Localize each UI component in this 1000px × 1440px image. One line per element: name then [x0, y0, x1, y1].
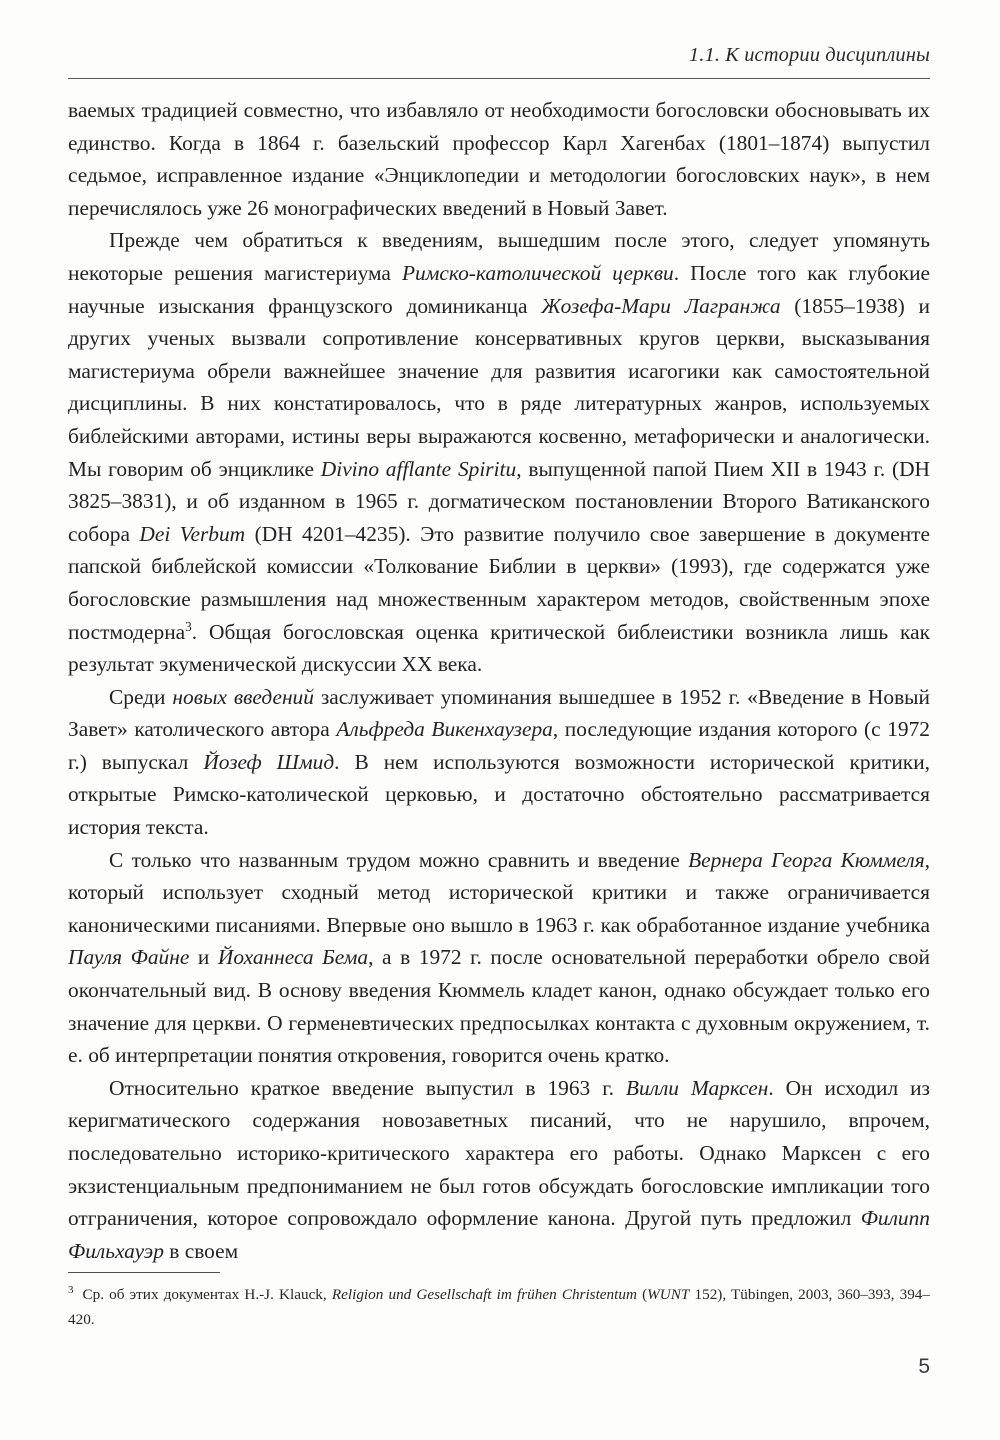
italic-run: Religion und Gesellschaft im frühen Christentum	[331, 1286, 637, 1303]
paragraph	[68, 681, 930, 844]
text-run: и	[189, 945, 218, 970]
footnote-text	[68, 1283, 930, 1328]
running-head: 1.1. К истории дисциплины	[688, 44, 930, 66]
paragraph	[68, 1072, 930, 1268]
text-run: 152), Tübingen, 2003, 360–393, 394–420.	[68, 1286, 930, 1328]
text-run: (	[636, 1286, 648, 1303]
text-run: . Он исходил из керигматического содержания новозаветных писаний, что не нарушило, впрочем, последовательно историко-критического характера его работы. Однако Марксен с его экзистенциальным предпониманием не был готов обсуждать богословские импликации того отграничения, которое сопровождало оформление канона. Другой путь предложил	[68, 1075, 930, 1231]
italic-run: новых введений	[172, 684, 314, 709]
text-run: Относительно краткое введение выпустил в 1963 г.	[109, 1075, 626, 1100]
text-run: . В нем используются возможности исторической критики, открытые Римско-католической церковью, и достаточно обстоятельно рассматривается история текста.	[68, 749, 930, 840]
italic-run: Филипп Фильхауэр	[68, 1206, 930, 1263]
italic-run: Альфреда Викенхаузера	[336, 717, 553, 742]
footnote-reference: 3	[185, 618, 192, 634]
text-run: , а в 1972 г. после основательной переработки обрело свой окончательный вид. В основу введения Кюммель кладет канон, однако обсуждает только его значение для церкви. О герменевтических предпосылках контакта с духовным окружением, т. е. об интерпретации понятия откровения, говорится очень кратко.	[68, 945, 930, 1068]
page-number: 5	[918, 1355, 930, 1378]
italic-run: WUNT	[647, 1286, 690, 1303]
footnote-marker: 3	[68, 1283, 74, 1296]
text-run: ваемых традицией совместно, что избавляло от необходимости богословски обосновывать их единство. Когда в 1864 г. базельский профессор Карл Хагенбах (1801–1874) выпустил седьмое, исправленное издание «Энциклопедии и методологии богословских наук», в нем перечислялось уже 26 монографических введений в Новый Завет.	[68, 98, 930, 220]
text-run: Ср. об этих документах H.-J. Klauck,	[82, 1286, 332, 1303]
italic-run: Йоханнеса Бема	[217, 945, 369, 970]
text-run: , выпущенной папой Пием XII в 1943 г. (DH 3825–3831), и об изданном в 1965 г. догматическом постановлении Второго Ватиканского собора	[68, 456, 930, 546]
text-run: в своем	[163, 1238, 239, 1263]
text-run: (1855–1938) и других ученых вызвали сопротивление консервативных кругов церкви, высказывания магистериума обрели важнейшее значение для развития исагогики как самостоятельной дисциплины. В них констатировалось, что в ряде литературных жанров, используемых библейскими авторами, истины веры выражаются косвенно, метафорически и аналогически. Мы говорим об энциклике	[68, 293, 930, 481]
italic-run: Divino afflante Spiritu	[320, 456, 517, 481]
italic-run: Римско-католической церкви	[401, 260, 674, 285]
paragraph	[68, 844, 930, 1072]
paragraph	[68, 224, 930, 680]
italic-run: Пауля Файне	[68, 945, 190, 970]
body-text-column	[68, 94, 930, 1267]
text-run: С только что названным трудом можно сравнить и введение	[109, 847, 689, 872]
footnote	[68, 1283, 930, 1332]
header-rule	[68, 78, 930, 79]
italic-run: Вилли Марксен	[625, 1075, 769, 1100]
italic-run: Dei Verbum	[139, 521, 246, 546]
italic-run: Жозефа-Мари Лагранжа	[541, 293, 781, 318]
text-run: заслуживает упоминания вышедшее в 1952 г. «Введение в Новый Завет» католического автора	[68, 684, 930, 742]
text-run: Среди	[109, 684, 173, 709]
text-run: (DH 4201–4235). Это развитие получило свое завершение в документе папской библейской комиссии «Толкование Библии в церкви» (1993), где содержатся уже богословские размышления над множественным характером методов, свойственным эпохе постмодерна	[68, 521, 930, 644]
text-run: , который использует сходный метод исторической критики и также ограничивается каноническими писаниями. Впервые оно вышло в 1963 г. как обработанное издание учебника	[68, 847, 930, 937]
text-run: . Общая богословская оценка критической библеистики возникла лишь как результат экуменической дискуссии XX века.	[68, 619, 930, 677]
italic-run: Вернера Георга Кюммеля	[688, 847, 925, 872]
text-run: , последующие издания которого (с 1972 г.) выпускал	[68, 717, 930, 774]
text-run: . После того как глубокие научные изыскания французского доминиканца	[68, 260, 931, 318]
footnote-separator-rule	[68, 1272, 220, 1273]
text-run: Прежде чем обратиться к введениям, вышедшим после этого, следует упомянуть некоторые решения магистериума	[68, 228, 930, 285]
italic-run: Йозеф Шмид	[203, 749, 335, 774]
paragraph	[68, 94, 930, 224]
